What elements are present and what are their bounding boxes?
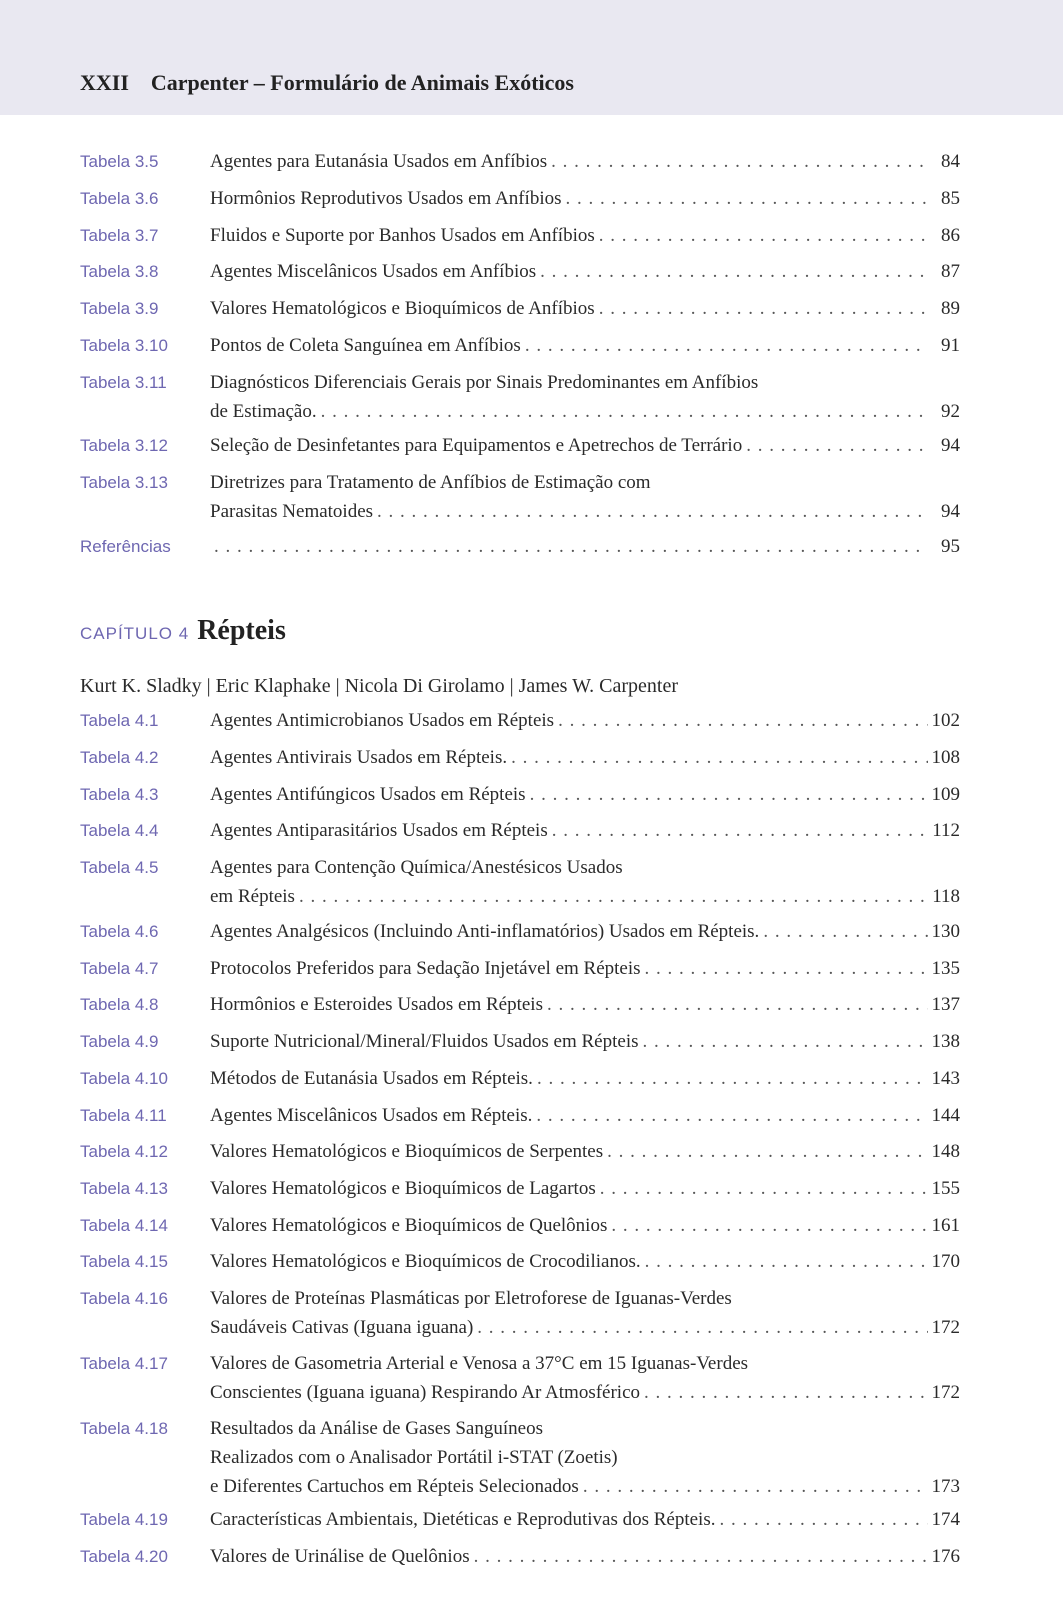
title-line: em Répteis — [210, 886, 295, 907]
page-ref: 170 — [931, 1251, 960, 1272]
table-label: Tabela 4.9 — [80, 1032, 159, 1051]
table-title — [210, 1247, 960, 1276]
dot-leader — [540, 257, 928, 286]
table-label: Tabela 3.9 — [80, 299, 159, 318]
table-label: Tabela 3.13 — [80, 473, 168, 492]
page-ref: 86 — [941, 225, 960, 246]
table-label: Tabela 4.16 — [80, 1289, 168, 1308]
chapter-title: Répteis — [197, 615, 286, 646]
table-title — [210, 431, 960, 460]
table-label: Tabela 4.4 — [80, 821, 159, 840]
title-line: Agentes Antifúngicos Usados em Répteis — [210, 784, 526, 805]
table-title — [210, 1064, 960, 1093]
table-title — [210, 1174, 960, 1203]
title-line: Agentes Antimicrobianos Usados em Répteis — [210, 710, 555, 731]
dot-leader — [474, 1542, 928, 1571]
page-ref: 137 — [931, 994, 960, 1015]
table-label: Tabela 3.5 — [80, 152, 159, 171]
table-title — [210, 743, 960, 772]
table-title — [210, 853, 960, 911]
dot-leader — [477, 1313, 927, 1342]
dot-leader — [611, 1211, 927, 1240]
table-label: Tabela 4.17 — [80, 1354, 168, 1373]
table-label: Tabela 3.11 — [80, 373, 167, 392]
title-line: de Estimação. — [210, 401, 317, 422]
table-title — [210, 184, 960, 213]
table-label: Tabela 4.6 — [80, 922, 159, 941]
page-ref: 94 — [941, 435, 960, 456]
title-line: Diagnósticos Diferenciais Gerais por Sinais Predominantes em Anfíbios — [210, 372, 759, 393]
page-ref: 138 — [931, 1031, 960, 1052]
dot-leader — [645, 1247, 928, 1276]
dot-leader — [547, 990, 928, 1019]
title-line: Agentes Antivirais Usados em Répteis. — [210, 747, 508, 768]
title-line: Saudáveis Cativas (Iguana iguana) — [210, 1317, 474, 1338]
table-title — [210, 331, 960, 360]
dot-leader — [643, 1027, 928, 1056]
title-line: Valores Hematológicos e Bioquímicos de Crocodilianos. — [210, 1251, 641, 1272]
table-title — [210, 1505, 960, 1534]
title-line: Hormônios Reprodutivos Usados em Anfíbios — [210, 188, 562, 209]
dot-leader — [583, 1472, 928, 1501]
table-label: Tabela 4.14 — [80, 1216, 168, 1235]
title-line: Valores Hematológicos e Bioquímicos de Lagartos — [210, 1178, 596, 1199]
page-ref: 172 — [931, 1317, 960, 1338]
title-line: Agentes para Eutanásia Usados em Anfíbios — [210, 151, 548, 172]
page-ref: 109 — [931, 784, 960, 805]
table-label: Tabela 4.13 — [80, 1179, 168, 1198]
table-label: Tabela 3.6 — [80, 189, 159, 208]
page-ref: 95 — [941, 536, 960, 557]
page-ref: 108 — [931, 747, 960, 768]
title-line: e Diferentes Cartuchos em Répteis Selecionados — [210, 1476, 579, 1497]
dot-leader — [600, 1174, 928, 1203]
page-ref: 174 — [931, 1509, 960, 1530]
dot-leader — [530, 780, 928, 809]
title-line: Valores de Urinálise de Quelônios — [210, 1546, 470, 1567]
chapter-label: CAPÍTULO 4 — [80, 624, 190, 643]
table-title — [210, 257, 960, 286]
title-line: Métodos de Eutanásia Usados em Répteis. — [210, 1068, 533, 1089]
table-title — [210, 917, 960, 946]
table-title — [210, 990, 960, 1019]
dot-leader — [566, 184, 929, 213]
title-line: Pontos de Coleta Sanguínea em Anfíbios — [210, 335, 521, 356]
page-ref: 85 — [941, 188, 960, 209]
table-label: Tabela 4.8 — [80, 995, 159, 1014]
title-line: Diretrizes para Tratamento de Anfíbios de Estimação com — [210, 472, 651, 493]
dot-leader — [536, 1101, 927, 1130]
title-line: Realizados com o Analisador Portátil i-STAT (Zoetis) — [210, 1447, 618, 1468]
table-label: Tabela 4.18 — [80, 1419, 168, 1438]
dot-leader — [321, 397, 928, 426]
title-line: Valores Hematológicos e Bioquímicos de Quelônios — [210, 1215, 608, 1236]
table-label: Tabela 3.7 — [80, 226, 159, 245]
table-title — [210, 954, 960, 983]
page-ref: 89 — [941, 298, 960, 319]
title-line: Suporte Nutricional/Mineral/Fluidos Usados em Répteis — [210, 1031, 639, 1052]
dot-leader — [599, 221, 928, 250]
dot-leader — [537, 1064, 928, 1093]
table-label: Tabela 4.11 — [80, 1106, 167, 1125]
page-ref: 176 — [931, 1546, 960, 1567]
page-ref: 118 — [932, 886, 960, 907]
dot-leader — [552, 816, 928, 845]
table-label: Tabela 4.12 — [80, 1142, 168, 1161]
table-title — [210, 468, 960, 526]
title-line: Agentes Antiparasitários Usados em Répteis — [210, 820, 548, 841]
dot-leader — [558, 706, 927, 735]
page-ref: 91 — [941, 335, 960, 356]
table-title — [210, 294, 960, 323]
page-ref: 172 — [931, 1382, 960, 1403]
table-title — [210, 816, 960, 845]
page-ref: 155 — [931, 1178, 960, 1199]
page-ref: 112 — [932, 820, 960, 841]
title-line: Valores de Gasometria Arterial e Venosa a 37°C em 15 Iguanas-Verdes — [210, 1353, 749, 1374]
dot-leader — [763, 917, 927, 946]
table-title — [210, 1101, 960, 1130]
chapter-heading — [80, 615, 286, 647]
dot-leader — [645, 954, 928, 983]
page-ref: 94 — [941, 501, 960, 522]
page-ref: 87 — [941, 261, 960, 282]
title-line: Agentes para Contenção Química/Anestésicos Usados — [210, 857, 623, 878]
page-number: XXII — [80, 70, 129, 95]
dot-leader — [599, 294, 928, 323]
page-ref: 135 — [931, 958, 960, 979]
table-title — [210, 368, 960, 426]
table-title — [210, 532, 960, 561]
running-head — [80, 70, 574, 96]
table-label: Tabela 4.20 — [80, 1547, 168, 1566]
page-header-band — [0, 0, 1063, 115]
dot-leader — [299, 882, 928, 911]
table-title — [210, 147, 960, 176]
page-ref: 102 — [931, 710, 960, 731]
table-title — [210, 1137, 960, 1166]
title-line: Parasitas Nematoides — [210, 501, 374, 522]
title-line: Valores Hematológicos e Bioquímicos de Anfíbios — [210, 298, 595, 319]
table-label: Tabela 4.15 — [80, 1252, 168, 1271]
table-label: Tabela 4.1 — [80, 711, 159, 730]
table-label: Tabela 3.8 — [80, 262, 159, 281]
table-title — [210, 1284, 960, 1342]
dot-leader — [746, 431, 928, 460]
table-label: Tabela 3.10 — [80, 336, 168, 355]
title-line: Agentes Miscelânicos Usados em Anfíbios — [210, 261, 537, 282]
dot-leader — [644, 1378, 927, 1407]
table-title — [210, 1542, 960, 1571]
page-ref: 161 — [931, 1215, 960, 1236]
table-title — [210, 1349, 960, 1407]
dot-leader — [214, 532, 928, 561]
page-ref: 144 — [931, 1105, 960, 1126]
title-line: Valores de Proteínas Plasmáticas por Eletroforese de Iguanas-Verdes — [210, 1288, 732, 1309]
table-label: Tabela 4.2 — [80, 748, 159, 767]
title-line: Características Ambientais, Dietéticas e Reprodutivas dos Répteis. — [210, 1509, 716, 1530]
page-ref: 143 — [931, 1068, 960, 1089]
title-line: Conscientes (Iguana iguana) Respirando Ar Atmosférico — [210, 1382, 641, 1403]
title-line: Agentes Miscelânicos Usados em Répteis. — [210, 1105, 533, 1126]
page-ref: 173 — [931, 1476, 960, 1497]
dot-leader — [511, 743, 927, 772]
page-ref: 92 — [941, 401, 960, 422]
table-label: Tabela 3.12 — [80, 436, 168, 455]
table-title — [210, 1414, 960, 1501]
table-label: Tabela 4.10 — [80, 1069, 168, 1088]
table-label: Tabela 4.3 — [80, 785, 159, 804]
table-label: Referências — [80, 537, 171, 556]
title-line: Protocolos Preferidos para Sedação Injetável em Répteis — [210, 958, 641, 979]
table-title — [210, 706, 960, 735]
table-title — [210, 221, 960, 250]
title-line: Agentes Analgésicos (Incluindo Anti-inflamatórios) Usados em Répteis. — [210, 921, 760, 942]
title-line: Resultados da Análise de Gases Sanguíneos — [210, 1418, 543, 1439]
title-line: Hormônios e Esteroides Usados em Répteis — [210, 994, 543, 1015]
dot-leader — [719, 1505, 927, 1534]
table-title — [210, 1027, 960, 1056]
chapter-authors: Kurt K. Sladky | Eric Klaphake | Nicola Di Girolamo | James W. Carpenter — [80, 675, 678, 697]
title-line: Valores Hematológicos e Bioquímicos de Serpentes — [210, 1141, 604, 1162]
dot-leader — [525, 331, 928, 360]
dot-leader — [551, 147, 928, 176]
table-label: Tabela 4.7 — [80, 959, 159, 978]
page-ref: 148 — [931, 1141, 960, 1162]
table-title — [210, 780, 960, 809]
dot-leader — [607, 1137, 927, 1166]
table-title — [210, 1211, 960, 1240]
title-line: Fluidos e Suporte por Banhos Usados em Anfíbios — [210, 225, 595, 246]
page-ref: 130 — [931, 921, 960, 942]
title-line: Seleção de Desinfetantes para Equipamentos e Apetrechos de Terrário — [210, 435, 743, 456]
table-label: Tabela 4.5 — [80, 858, 159, 877]
book-title: Carpenter – Formulário de Animais Exóticos — [150, 70, 574, 95]
page-ref: 84 — [941, 151, 960, 172]
table-label: Tabela 4.19 — [80, 1510, 168, 1529]
dot-leader — [377, 497, 928, 526]
